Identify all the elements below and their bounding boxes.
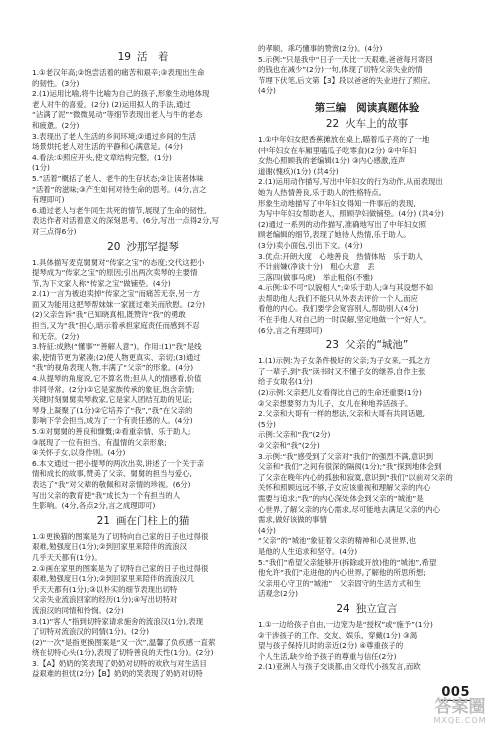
answer-line: 心世界,了解父亲的内心需求,尽可能地去满足父亲的内心	[258, 504, 441, 514]
answer-line: 2.(1)运用动作描写,写出中年妇女的行为动作,从而表现出	[258, 177, 443, 187]
answer-line: ②父亲想要努力为儿子、女儿在种地养活孩子。	[258, 398, 413, 408]
answer-line: ④关怀子女,以身作则。(4分)	[32, 448, 126, 458]
answer-line: 父亲用心守卫的“城池” 父亲固守的生活方式和生	[258, 578, 421, 588]
section-number: 21	[96, 514, 110, 527]
answer-line: 活观念(2分)	[258, 589, 299, 599]
answer-line: 场景烘托老人对生活的平静和心满意足。(4分)	[32, 142, 183, 152]
answer-line: 道谢(愧疚)(1分) (共4分)	[258, 166, 339, 176]
answer-line: 不计前嫌(净谈十分) 粗心大意 丢	[258, 262, 375, 272]
answer-line: (4分)	[258, 525, 276, 535]
answer-line: 表达作者对活着意义的深刻思考。(6分,写出一点得2分,写	[32, 216, 219, 226]
answers-19	[32, 68, 254, 238]
answer-line: 情和成长的故事,赞美了父亲、舅舅的担当与爱心,	[32, 469, 192, 479]
answer-line: “沾满了泥”“微微晃动”等细节表现出老人与牛的老态	[32, 110, 203, 120]
answer-line: 去帮助他人;我们不能只从外表去评价一个人,而应	[258, 293, 419, 303]
section-title-text: 沙那罕提琴	[126, 240, 179, 253]
answer-line: 了切特对流浪汉的同情(1分)。(2分)	[32, 627, 150, 637]
answer-line: 1.①老汉年高;②饱尝活着的痛苦和艰辛;③表现出生命	[32, 68, 205, 77]
section-title-text: 父亲的“城池”	[344, 339, 409, 352]
answers-23	[258, 356, 476, 600]
answer-line: 需要与追求;“我”的内心深处体会到父亲的“城池”是	[258, 493, 424, 503]
answer-line: 琴身上凝聚了(1分)②它培养了“我”,“我”在父亲的	[32, 405, 193, 415]
section-title-text: 火车上的故事	[345, 117, 409, 130]
answer-line: 和无奈。(2分)	[32, 331, 80, 341]
answer-line: 给子女取名(1分)	[258, 377, 313, 387]
answer-line: 非同寻常。(2分)①它是家族传承的象征,饱含亲情;	[32, 384, 195, 394]
answer-line: 担当,又为“我”担心,暗示着承担家庭责任而感到不忍	[32, 321, 200, 331]
answer-line: 顾老编辑的细节,表现了她待人热情,乐于助人。	[258, 230, 411, 240]
answer-line: 5.①对舅舅的善良和慷慨;②看重亲情、乐于助人;	[32, 427, 191, 436]
part-title: 阅读真题体验	[356, 101, 420, 114]
answer-line: 4.看法:①照应开头,使文章结构完整。(1分)	[32, 152, 172, 162]
answer-line: “我”的视角表现人物,丰满了“父亲”的形象。(4分)	[32, 363, 194, 373]
answer-line: 索,使情节更为紧凑;(2)使人物更真实、亲切;(3)通过	[32, 352, 201, 362]
answer-line: 节,为下文家人称“传家之宝”做铺垫。(4分)	[32, 278, 171, 288]
answer-line: 1.具体描写麦克舅舅对“传家之宝”的态度;交代这把小	[32, 257, 205, 267]
answer-line: (3分)卖小面包,引出下文。(4分)	[258, 240, 363, 250]
answer-line: (2)“一次”是指更换图案是“又一次”,温馨了负疚感一直萦	[32, 637, 216, 647]
part-heading	[258, 101, 476, 115]
answer-line: 流浪汉的同情和怜悯。(2分)	[32, 605, 124, 615]
answer-line: 艰难,勉强度日(1分);②到回家里来陪伴的流浪汉	[32, 542, 187, 552]
answer-line: 艰难,勉强度日(1分);②到回家里来陪伴的流浪汉几	[32, 574, 195, 584]
answer-line: 1.①一边给孩子自由,一边宠为是“授权”或“施予”(1分)	[258, 619, 433, 629]
answer-line: 表达了“我”对父辈的敬佩和对亲情的珍视。(6分)	[32, 479, 191, 489]
answer-line: 个人生活,缺少给予孩子的尊重与信任(2分)	[258, 651, 397, 661]
answer-line: (2)父亲告诉“我”已知晓真相,既赞许“我”的勇敢	[32, 310, 186, 320]
answer-line: 2.①画在家里的图案是为了切特自己家的日子也过得很	[32, 563, 209, 573]
section-title-23	[258, 338, 476, 352]
section-title-text: 活 着	[136, 51, 169, 63]
answer-line: 关键时刻舅舅卖琴救家,它是家人团结互助的见证;	[32, 395, 193, 405]
answer-line: 不在手他人对自己的一时误解,坚定地做一个“好人”。	[258, 315, 431, 325]
watermark-logo	[422, 698, 498, 728]
answer-line: 女热心照顾我的老编辑(1分) ③内心感激,连声	[258, 156, 406, 166]
answer-line: 望与孩子保持儿时的亲近(2分) ④尊重孩子的	[258, 641, 404, 651]
answer-line: ③展现了一位有担当、有温情的父亲形象;	[32, 437, 167, 447]
watermark-url: MXQE.COM	[433, 716, 487, 725]
answer-line: 2.父亲和大哥有一样的想法,父亲和大哥有共同话题,	[258, 409, 425, 419]
answer-line: 提琴成为“传家之宝”的原因;引出两次卖琴的主要情	[32, 268, 198, 278]
section-number: 22	[325, 117, 340, 130]
answer-line: 是他的人生追求和坚守。(4分)	[258, 546, 358, 556]
answer-line: “活着”的滋味;③产生如何对待生命的思考。(4分,言之	[32, 184, 207, 194]
answers-21	[32, 532, 254, 680]
answer-line: 对三点得6分)	[32, 226, 77, 236]
section-title-text: 独立宣言	[355, 602, 398, 615]
answer-line: 写出父亲的教育使“我”成长为一个有担当的人	[32, 490, 181, 500]
answer-line: 乎天天都有(1分);③以朴实的细节表现出切特	[32, 584, 178, 594]
answer-line: (中年妇女在车厢里嗑瓜子吃零食)(2分) ②中年妇	[258, 145, 417, 155]
section-title-text: 画在门柱上的猫	[115, 514, 190, 527]
answer-line: 1.(1)示例:为子女条件极好的父亲;为子女来,一孤之方	[258, 356, 431, 366]
answer-line: (2)通过一系列的动作描写,准确地写出了中年妇女照	[258, 219, 427, 229]
left-column	[32, 48, 254, 680]
section-title-21	[32, 514, 254, 528]
answer-line: 3.(1)“客人”指到切特家请求施舍的流浪汉(1分),表现	[32, 616, 204, 626]
answer-line: 2.(1)亚洲人与孩子交谈都,由父母代小孩发言,而欧	[258, 662, 421, 672]
answers-22	[258, 135, 476, 336]
answer-line: 1.①中年妇女把香蕉摊放在桌上,瞄着瓜子亮的了一地	[258, 134, 430, 144]
answer-line: (2)示例:父亲把儿女看得比自己的生命还重要(1分)	[258, 388, 422, 398]
answer-line: ②父亲和“我”(2分)	[258, 441, 320, 450]
answer-line: 老人对牛的喜爱。(2分) (2)运用拟人的手法,通过	[32, 99, 191, 109]
section-title-24	[258, 602, 476, 616]
answer-line: ②干涉孩子的工作、交友、娱乐、穿戴(1分) ③渴	[258, 630, 418, 640]
answer-line: 4.从提琴的角度说,它不算名贵;但从人的情感看,价值	[32, 374, 202, 384]
answer-line: 1.①更换猫的图案是为了切特向自己家的日子也过得很	[32, 531, 209, 541]
answer-line: 她为人热情善良,乐于助人的性格特点。	[258, 187, 386, 197]
answer-line: 5.示例:“只是我中“日子一天比一天艰难,爸爸每月寄回	[258, 54, 433, 64]
answer-line: 2.(1)一言为被迫卖掉“传家之宝”而痛苦无奈,另一方	[32, 289, 200, 299]
answer-line: 他允许“我们”走进他的内心世界,了解他的所思所想;	[258, 568, 426, 578]
answer-line: (5分)	[258, 419, 276, 429]
section-number: 19	[117, 51, 131, 63]
section-number: 24	[336, 602, 350, 615]
answer-line: 看他的内心。我们要学会宽容别人,帮助别人(4分)	[258, 304, 419, 314]
answer-line: 的孝顺、乖巧懂事的赞赏(2分)。(4分)	[258, 44, 383, 53]
section-title-22	[258, 117, 476, 131]
answer-line: 的钱也在减少”(2分)一句,体现了切特父亲失业的情	[258, 65, 423, 75]
answer-line: 的韧性。(3分)	[32, 78, 80, 88]
answer-line: 2.(1)运用比喻,将牛比喻为自己的孩子,形象生动地体现	[32, 89, 210, 99]
answer-line: 生影响。(4分,各点2分,言之成理即可)	[32, 501, 156, 511]
answer-line: 三落四(做事马虎) 举止粗俗(不雅)	[258, 272, 374, 282]
answer-line: “父亲”的“城池”象征着父亲的精神和心灵世界,也	[258, 536, 417, 546]
section-title-19	[32, 50, 254, 64]
answers-20	[32, 258, 254, 512]
answer-line: 3.示例:“我”感受到了父亲对“我们”的强烈不满,意识到	[258, 451, 434, 461]
section-title-20	[32, 240, 254, 254]
answer-line: 4.示例:①不可“以貌相人”;②乐于助人;③与其设想不如	[258, 283, 434, 293]
answer-line: 几乎天天都有(1分)。	[32, 552, 102, 562]
answer-line: 和疲惫。(2分)	[32, 120, 80, 130]
answers-24	[258, 620, 476, 673]
answer-line: 3.优点:开朗大度 心地善良 热情体贴 乐于助人	[258, 251, 423, 261]
answer-line: 父亲和“我们”之间有很深的隔阂(1分);“我”探到地体会到	[258, 462, 442, 472]
answer-line: 影响下学会担当,成为了一个有责任感的人。(4分)	[32, 416, 193, 426]
answer-line: 益艰难的担忧(2分)【B】奶奶的笑表现了奶奶对切特	[32, 669, 203, 679]
answer-line: 6.通过老人与老牛同生共死的情节,展现了生命的韧性,	[32, 205, 207, 215]
answer-line: 需求,做好该做的事情	[258, 515, 327, 525]
answer-line: 绕在切特心头(1分),表现了切特善良的天性(1分)。(2分)	[32, 648, 214, 658]
section-number: 23	[325, 339, 339, 352]
answer-line: 5.“我们”希望父亲能够开(拆除或开放)他的“城池”,希望	[258, 557, 437, 567]
answer-line: 5.“活着”概括了老人、老牛的生存状态;②让读者体味	[32, 173, 204, 183]
right-column	[258, 44, 476, 673]
answer-line: 示例:父亲和“我”(2分)	[258, 430, 331, 440]
answers-continued	[258, 44, 476, 97]
watermark-text: 答案圈	[434, 697, 486, 717]
answer-line: 为写中年妇女帮助老人、照顾孕妇做铺垫。(4分) (共4分)	[258, 209, 444, 219]
answer-line: 了父亲在晚年内心的孤独和寂寞,意识到“我们”以前对父亲的	[258, 472, 453, 482]
answer-line: 了一辈子,到“我”读书时又不懂子女的继养,自作主张	[258, 366, 426, 376]
answer-line: 3.【A】奶奶的笑表现了奶奶对切特的欢欣与对生活目	[32, 658, 207, 668]
answer-line: 3.表现出了老人生活的乡间环境;②通过乡间的生活	[32, 131, 196, 141]
answer-line: 面又为能用这把琴帮妹妹一家渡过难关而欣慰。(2分)	[32, 299, 206, 309]
part-label: 第三编	[314, 101, 347, 114]
answer-line: 节埋下伏笔,后文第【3】段以爸爸的失业进行了照应。	[258, 75, 436, 85]
answer-line: (1分)	[32, 163, 50, 173]
answer-line: 关怀和照顾远远不够,子女应该重视和理解父亲的内心	[258, 483, 431, 493]
section-number: 20	[107, 240, 121, 253]
page-number-text: 005	[441, 685, 470, 700]
answer-line: 父亲失业流浪回家的经历(1分);④写出切特对	[32, 595, 178, 605]
answer-line: 3.特征:成熟(“懂事”“善解人意”)。作用:(1)“我”是线	[32, 342, 202, 352]
answer-line: (4分)	[258, 86, 276, 96]
answer-line: 形象生动地描写了中年妇女得知一件事后的表现,	[258, 198, 416, 208]
answer-line: 6.本文通过一把小提琴的两次出卖,讲述了一个关于亲	[32, 458, 204, 468]
answer-line: 有理即可)	[32, 195, 65, 205]
answer-line: (6分,言之有理即可)	[258, 325, 323, 335]
